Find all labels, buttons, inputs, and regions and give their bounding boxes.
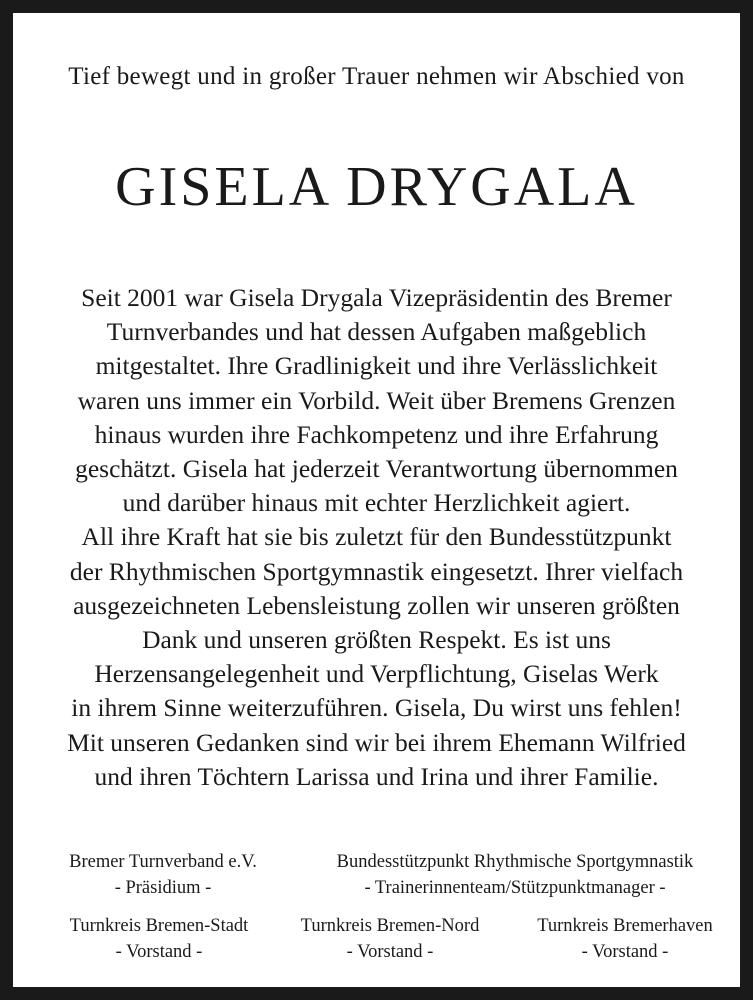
body-line: und darüber hinaus mit echter Herzlichkeit agiert. (122, 488, 631, 518)
body-line: Herzensangelegenheit und Verpflichtung, Giselas Werk (94, 659, 659, 689)
deceased-name: GISELA DRYGALA (115, 156, 638, 218)
body-line: hinaus wurden ihre Fachkompetenz und ihre Erfahrung (94, 419, 659, 449)
body-line: geschätzt. Gisela hat jederzeit Verantwortung übernommen (75, 454, 678, 484)
signature-bremer-turnverband (33, 849, 293, 901)
body-line: All ihre Kraft hat sie bis zuletzt für den Bundesstützpunkt (81, 522, 672, 552)
body-line: Seit 2001 war Gisela Drygala Vizepräsidentin des Bremer (81, 283, 672, 312)
signature-org: Bundesstützpunkt Rhythmische Sportgymnastik (336, 852, 694, 872)
intro-text: Tief bewegt und in großer Trauer nehmen wir Abschied von (68, 63, 685, 90)
signature-turnkreis-bremerhaven (505, 913, 745, 965)
body-line: Mit unseren Gedanken sind wir bei ihrem Ehemann Wilfried (67, 727, 686, 757)
signature-org: Turnkreis Bremerhaven (537, 916, 713, 936)
body-line: in ihrem Sinne weiterzuführen. Gisela, Du wirst uns fehlen! (71, 693, 682, 723)
signature-org: Bremer Turnverband e.V. (69, 852, 257, 872)
signature-role: - Vorstand - (581, 942, 669, 962)
signature-role: - Vorstand - (346, 942, 434, 962)
body-line: ausgezeichneten Lebensleistung zollen wir unseren größten (73, 590, 680, 620)
signature-role: - Vorstand - (115, 942, 203, 962)
body-line: Dank und unseren größten Respekt. Es ist uns (142, 625, 611, 655)
signature-role: - Trainerinnenteam/Stützpunktmanager - (364, 878, 666, 898)
body-line: waren uns immer ein Vorbild. Weit über Bremens Grenzen (77, 385, 676, 415)
body-line: Turnverbandes und hat dessen Aufgaben maßgeblich (106, 317, 647, 347)
signature-org: Turnkreis Bremen-Stadt (69, 916, 249, 936)
signature-role: - Präsidium - (114, 878, 212, 898)
body-line: der Rhythmischen Sportgymnastik eingesetzt. Ihrer vielfach (69, 556, 684, 586)
obituary-body (26, 281, 727, 794)
signature-turnkreis-bremen-stadt (33, 913, 285, 965)
signature-bundesstuetzpunkt (289, 849, 741, 901)
signature-turnkreis-bremen-nord (275, 913, 505, 965)
body-line: mitgestaltet. Ihre Gradlinigkeit und ihre Verlässlichkeit (95, 351, 658, 381)
signature-org: Turnkreis Bremen-Nord (300, 916, 480, 936)
body-line: und ihren Töchtern Larissa und Irina und ihrer Familie. (94, 761, 659, 791)
